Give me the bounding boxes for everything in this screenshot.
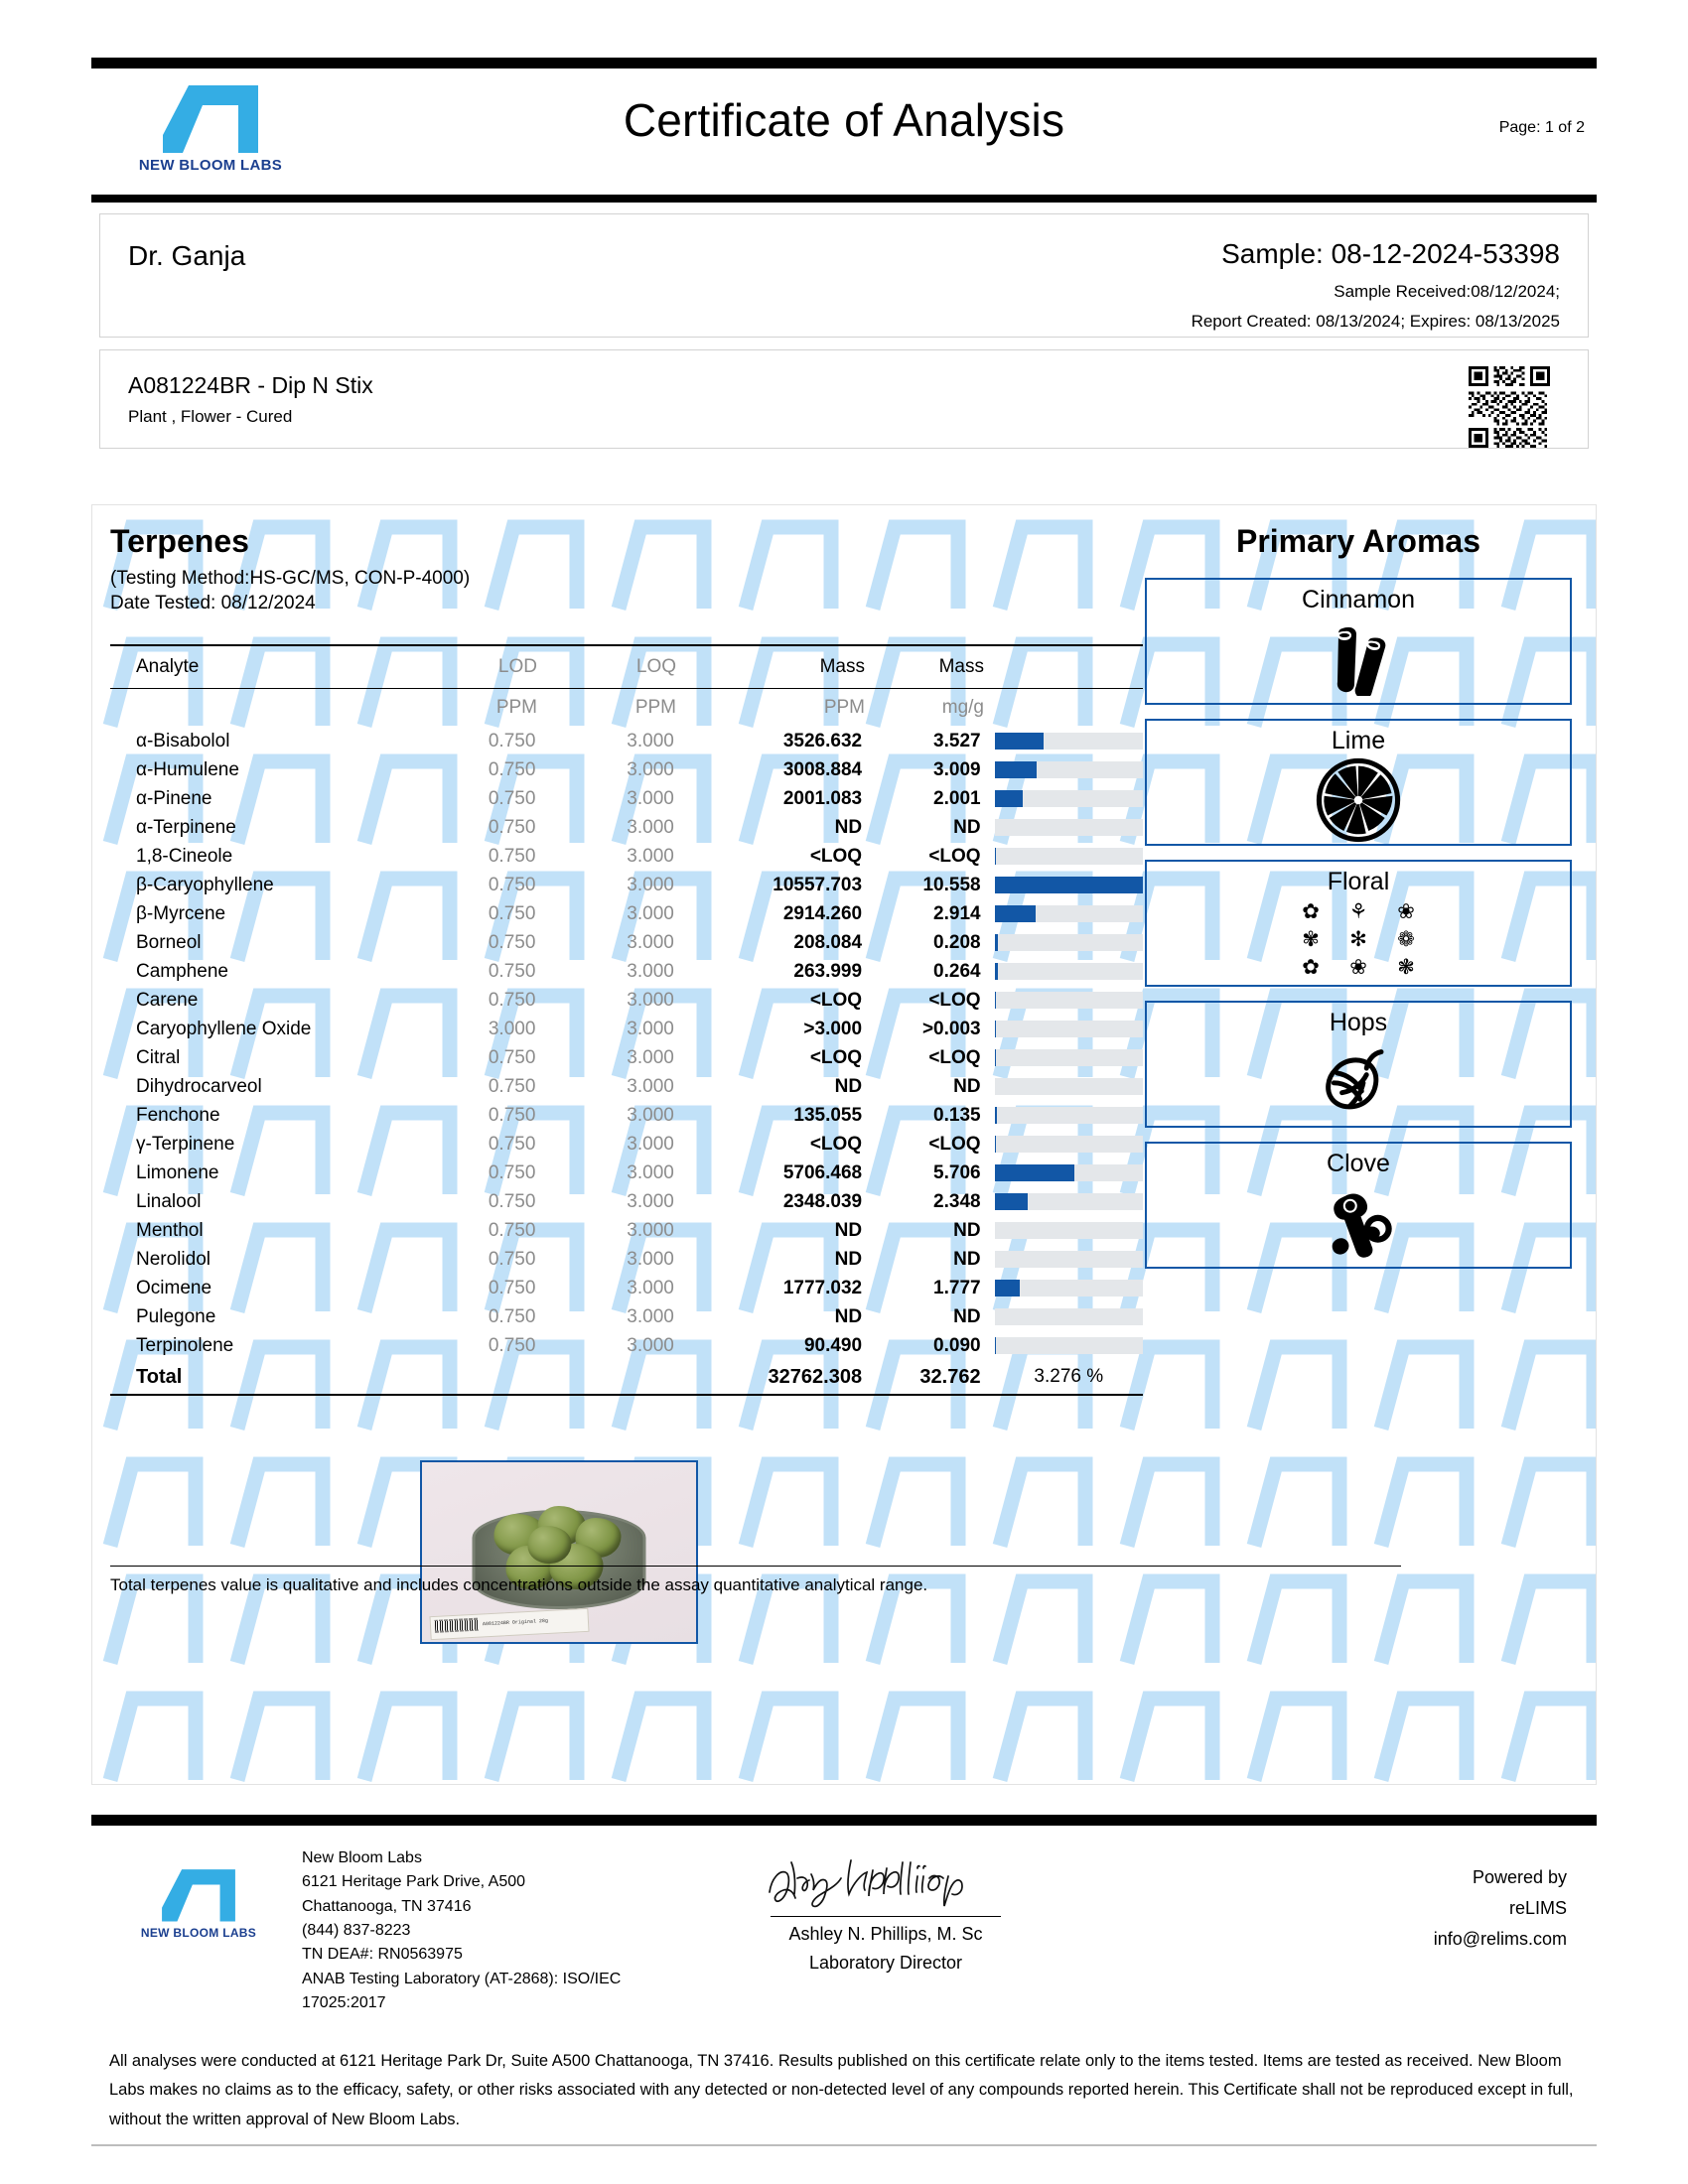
clove-bud-icon — [1147, 1178, 1570, 1267]
cell-loq: 3.000 — [627, 960, 674, 982]
qr-code-icon[interactable] — [1469, 366, 1550, 448]
table-row — [110, 986, 1143, 1015]
cell-mass_mgg: <LOQ — [928, 1133, 981, 1155]
aroma-label-clove: Clove — [1327, 1150, 1390, 1177]
powered-by-label: Powered by — [1472, 1867, 1567, 1887]
signatory-name: Ashley N. Phillips, M. Sc — [788, 1924, 983, 1944]
table-row — [110, 1274, 1143, 1302]
cell-mass_ppm: 2348.039 — [782, 1190, 863, 1212]
date-tested: Date Tested: 08/12/2024 — [110, 593, 316, 614]
cell-bar — [995, 733, 1143, 750]
cell-analyte: β-Caryophyllene — [136, 874, 274, 895]
cell-bar — [995, 992, 1143, 1009]
cell-mass_ppm: 3008.884 — [782, 758, 863, 780]
table-row — [110, 899, 1143, 928]
cell-analyte: Linalool — [136, 1190, 202, 1212]
citrus-slice-icon — [1147, 755, 1570, 844]
cell-analyte: β-Myrcene — [136, 902, 226, 924]
table-row — [110, 1072, 1143, 1101]
cell-loq: 3.000 — [627, 1190, 674, 1212]
cell-loq: 3.000 — [627, 845, 674, 867]
testing-method: (Testing Method:HS-GC/MS, CON-P-4000) — [110, 568, 471, 589]
table-row — [110, 755, 1143, 784]
cell-loq: 3.000 — [627, 1334, 674, 1356]
flower-glyph-0: ✿ — [1302, 900, 1320, 923]
cell-mass_mgg: <LOQ — [928, 1046, 981, 1068]
cell-analyte: Dihydrocarveol — [136, 1075, 262, 1097]
cell-bar — [995, 819, 1143, 836]
aroma-card-clove — [1145, 1142, 1572, 1269]
terpenes-title: Terpenes — [110, 523, 249, 559]
cell-analyte: Menthol — [136, 1219, 204, 1241]
cell-mass_mgg: ND — [953, 1075, 981, 1097]
product-subtitle: Plant , Flower - Cured — [128, 407, 293, 426]
cell-mass_ppm: 2914.260 — [782, 902, 863, 924]
cell-analyte: Nerolidol — [136, 1248, 211, 1270]
cell-bar — [995, 1193, 1143, 1210]
cell-bar — [995, 1136, 1143, 1153]
table-row — [110, 871, 1143, 899]
signature-line — [771, 1916, 1001, 1917]
cell-lod: 0.750 — [488, 1075, 536, 1097]
table-header-row — [110, 646, 1143, 688]
cell-loq: 3.000 — [627, 787, 674, 809]
signature-image — [697, 1844, 1074, 1914]
table-body — [110, 727, 1143, 1360]
cell-lod: 0.750 — [488, 1133, 536, 1155]
sample-tin-image — [473, 1496, 646, 1615]
unit-mass-mgg: mg/g — [941, 697, 984, 718]
new-bloom-labs-logo-icon-footer — [159, 1864, 238, 1922]
cell-analyte: α-Bisabolol — [136, 730, 230, 751]
cell-mass_mgg: ND — [953, 816, 981, 838]
cell-mass_ppm: ND — [834, 1219, 863, 1241]
powered-by-product: reLIMS — [1508, 1897, 1567, 1918]
cell-mass_ppm: <LOQ — [809, 1046, 863, 1068]
cell-mass_ppm: ND — [834, 1305, 863, 1327]
cell-mass_ppm: >3.000 — [803, 1018, 863, 1039]
table-row — [110, 1159, 1143, 1187]
cell-loq: 3.000 — [627, 1219, 674, 1241]
powered-by-email[interactable]: info@relims.com — [1433, 1928, 1567, 1949]
cell-loq: 3.000 — [627, 758, 674, 780]
total-percent: 3.276 % — [1034, 1366, 1104, 1387]
cell-mass_mgg: 2.348 — [933, 1190, 981, 1212]
cell-mass_ppm: 10557.703 — [773, 874, 863, 895]
cell-mass_ppm: 5706.468 — [782, 1161, 863, 1183]
signature-block — [697, 1844, 1074, 1974]
col-header-loq: LOQ — [635, 656, 676, 677]
aroma-card-hops — [1145, 1001, 1572, 1128]
cell-lod: 0.750 — [488, 1248, 536, 1270]
aroma-card-lime — [1145, 719, 1572, 846]
cell-mass_mgg: 3.527 — [933, 730, 981, 751]
cell-mass_ppm: ND — [834, 1075, 863, 1097]
sample-id: Sample: 08-12-2024-53398 — [1221, 238, 1560, 269]
cell-analyte: α-Pinene — [136, 787, 212, 809]
page-indicator: Page: 1 of 2 — [1498, 119, 1585, 136]
cell-mass_mgg: 0.264 — [933, 960, 981, 982]
cell-bar — [995, 934, 1143, 951]
cell-mass_mgg: 3.009 — [933, 758, 981, 780]
cell-mass_ppm: 1777.032 — [782, 1277, 863, 1298]
cell-lod: 0.750 — [488, 730, 536, 751]
cell-analyte: γ-Terpinene — [136, 1133, 235, 1155]
cell-mass_mgg: 2.914 — [933, 902, 981, 924]
table-row — [110, 1216, 1143, 1245]
cell-mass_mgg: >0.003 — [921, 1018, 981, 1039]
primary-aromas — [1145, 523, 1572, 1269]
cell-mass_mgg: 2.001 — [933, 787, 981, 809]
cell-analyte: Caryophyllene Oxide — [136, 1018, 312, 1039]
header-rule-top — [91, 58, 1597, 68]
cell-mass_ppm: ND — [834, 816, 863, 838]
cell-bar — [995, 1107, 1143, 1124]
client-name: Dr. Ganja — [128, 240, 246, 271]
table-row — [110, 1101, 1143, 1130]
cell-mass_ppm: <LOQ — [809, 989, 863, 1011]
cell-bar — [995, 1337, 1143, 1354]
cell-loq: 3.000 — [627, 1104, 674, 1126]
cell-lod: 0.750 — [488, 1046, 536, 1068]
unit-lod: PPM — [495, 697, 537, 718]
cell-loq: 3.000 — [627, 1075, 674, 1097]
cell-mass_ppm: <LOQ — [809, 1133, 863, 1155]
cell-bar — [995, 848, 1143, 865]
cell-mass_mgg: 0.090 — [933, 1334, 981, 1356]
sample-photo — [420, 1460, 698, 1644]
cell-bar — [995, 1164, 1143, 1181]
table-row — [110, 727, 1143, 755]
lab-address-line: 6121 Heritage Park Drive, A500 — [302, 1873, 526, 1891]
cell-analyte: Fenchone — [136, 1104, 220, 1126]
cell-mass_mgg: 5.706 — [933, 1161, 981, 1183]
cell-loq: 3.000 — [627, 989, 674, 1011]
flower-glyph-3: ✾ — [1302, 928, 1320, 951]
table-row — [110, 1043, 1143, 1072]
aroma-card-floral — [1145, 860, 1572, 987]
table-row — [110, 784, 1143, 813]
cell-loq: 3.000 — [627, 931, 674, 953]
page-title: Certificate of Analysis — [623, 94, 1065, 146]
cell-lod: 0.750 — [488, 874, 536, 895]
cell-mass_mgg: <LOQ — [928, 989, 981, 1011]
lab-address-block — [302, 1846, 621, 2015]
lab-address-line: (844) 837-8223 — [302, 1921, 411, 1939]
table-row — [110, 1015, 1143, 1043]
cell-lod: 0.750 — [488, 1277, 536, 1298]
page-header — [91, 71, 1597, 191]
aroma-card-cinnamon — [1145, 578, 1572, 705]
cell-mass_mgg: ND — [953, 1305, 981, 1327]
aroma-label-cinnamon: Cinnamon — [1302, 586, 1415, 614]
sample-received-date: Sample Received:08/12/2024; — [1334, 282, 1560, 301]
table-row — [110, 1245, 1143, 1274]
cell-bar — [995, 1222, 1143, 1239]
results-panel — [91, 504, 1597, 1785]
cell-lod: 0.750 — [488, 1305, 536, 1327]
floral-glyph-grid — [1294, 899, 1423, 981]
cell-loq: 3.000 — [627, 816, 674, 838]
cell-analyte: Camphene — [136, 960, 228, 982]
table-row — [110, 1302, 1143, 1331]
cinnamon-sticks-icon — [1147, 614, 1570, 703]
col-header-lod: LOD — [497, 656, 537, 677]
powered-by-block — [1434, 1862, 1567, 1955]
total-label: Total — [136, 1365, 183, 1388]
flowers-grid-icon — [1147, 896, 1570, 985]
table-total-row — [110, 1360, 1143, 1394]
cell-bar — [995, 905, 1143, 922]
flower-glyph-8: ❃ — [1397, 956, 1415, 979]
lab-address-line: ANAB Testing Laboratory (AT-2868): ISO/IEC — [302, 1970, 622, 1987]
note-divider — [110, 1566, 1401, 1567]
cell-bar — [995, 790, 1143, 807]
flower-glyph-4: ✻ — [1349, 928, 1367, 951]
barcode-icon — [435, 1618, 480, 1633]
cell-loq: 3.000 — [627, 1161, 674, 1183]
cell-mass_ppm: <LOQ — [809, 845, 863, 867]
col-header-analyte: Analyte — [136, 656, 200, 677]
flower-glyph-6: ✿ — [1302, 956, 1320, 979]
cell-bar — [995, 1078, 1143, 1095]
cell-mass_mgg: 0.208 — [933, 931, 981, 953]
cell-loq: 3.000 — [627, 730, 674, 751]
lab-address-line: Chattanooga, TN 37416 — [302, 1897, 472, 1915]
cell-analyte: Limonene — [136, 1161, 219, 1183]
cell-analyte: Carene — [136, 989, 199, 1011]
cell-mass_ppm: 2001.083 — [782, 787, 863, 809]
table-row — [110, 813, 1143, 842]
footer-rule-top — [91, 1815, 1597, 1826]
cell-mass_ppm: ND — [834, 1248, 863, 1270]
cell-analyte: α-Terpinene — [136, 816, 236, 838]
table-units-row — [110, 689, 1143, 727]
cell-mass_ppm: 208.084 — [793, 931, 863, 953]
product-title: A081224BR - Dip N Stix — [128, 372, 373, 398]
flower-glyph-1: ⚘ — [1348, 900, 1368, 923]
cell-lod: 0.750 — [488, 989, 536, 1011]
cell-loq: 3.000 — [627, 874, 674, 895]
aroma-label-lime: Lime — [1331, 727, 1386, 754]
cell-mass_mgg: ND — [953, 1248, 981, 1270]
lab-address-line: New Bloom Labs — [302, 1849, 422, 1866]
cell-lod: 0.750 — [488, 1104, 536, 1126]
cell-analyte: Borneol — [136, 931, 202, 953]
cell-lod: 0.750 — [488, 931, 536, 953]
cell-mass_mgg: <LOQ — [928, 845, 981, 867]
cell-lod: 0.750 — [488, 1161, 536, 1183]
cell-lod: 3.000 — [488, 1018, 536, 1039]
footer-brand-logo — [119, 1864, 278, 1940]
cell-loq: 3.000 — [627, 1046, 674, 1068]
cell-mass_mgg: 0.135 — [933, 1104, 981, 1126]
table-row — [110, 1187, 1143, 1216]
cell-lod: 0.750 — [488, 787, 536, 809]
cell-lod: 0.750 — [488, 816, 536, 838]
cell-bar — [995, 1251, 1143, 1268]
cell-lod: 0.750 — [488, 960, 536, 982]
cell-bar — [995, 1049, 1143, 1066]
cell-loq: 3.000 — [627, 1133, 674, 1155]
cell-lod: 0.750 — [488, 1334, 536, 1356]
cell-bar — [995, 761, 1143, 778]
primary-aromas-title: Primary Aromas — [1235, 523, 1481, 559]
cell-analyte: Terpinolene — [136, 1334, 234, 1356]
terpenes-heading-block — [110, 523, 470, 614]
cell-bar — [995, 963, 1143, 980]
col-header-mass-mgg: Mass — [938, 656, 984, 677]
cell-mass_ppm: 135.055 — [793, 1104, 863, 1126]
sample-info-card — [99, 213, 1589, 338]
cell-loq: 3.000 — [627, 1305, 674, 1327]
cell-lod: 0.750 — [488, 845, 536, 867]
cell-mass_ppm: 3526.632 — [782, 730, 863, 751]
tin-label: A081224BR Original 28g — [429, 1608, 589, 1640]
total-mass-ppm: 32762.308 — [768, 1365, 863, 1388]
cell-mass_mgg: 10.558 — [922, 874, 981, 895]
flower-glyph-2: ❀ — [1397, 900, 1415, 923]
signatory-role: Laboratory Director — [808, 1953, 963, 1973]
col-header-mass-ppm: Mass — [819, 656, 865, 677]
logo-wordmark: NEW BLOOM LABS — [138, 157, 283, 174]
cell-bar — [995, 1021, 1143, 1037]
lab-address-line: TN DEA#: RN0563975 — [302, 1946, 463, 1964]
footer-rule-bottom — [91, 2144, 1597, 2146]
table-rule-bottom — [110, 1394, 1143, 1396]
cell-lod: 0.750 — [488, 1219, 536, 1241]
footer-logo-wordmark: NEW BLOOM LABS — [140, 1926, 257, 1940]
legal-disclaimer: All analyses were conducted at 6121 Heritage Park Dr, Suite A500 Chattanooga, TN 37416. Results published on this certificate relate only to the items tested. Items are tested as received. New Bloom Labs makes no claims as to the efficacy, safety, or other risks associated with any detected or non-detected level of any compounds reported herein. This Certificate shall not be reproduced except in full, without the written approval of New Bloom Labs. — [109, 2052, 1574, 2128]
cell-bar — [995, 877, 1143, 893]
cell-bar — [995, 1280, 1143, 1297]
cell-mass_ppm: 263.999 — [793, 960, 863, 982]
cell-analyte: Pulegone — [136, 1305, 216, 1327]
cell-loq: 3.000 — [627, 1248, 674, 1270]
flower-glyph-7: ❀ — [1349, 956, 1367, 979]
cell-lod: 0.750 — [488, 1190, 536, 1212]
table-row — [110, 1130, 1143, 1159]
product-info-card — [99, 349, 1589, 449]
hop-cone-icon — [1147, 1037, 1570, 1126]
lab-address-line: 17025:2017 — [302, 1993, 386, 2011]
table-row — [110, 957, 1143, 986]
cell-lod: 0.750 — [488, 758, 536, 780]
aroma-label-hops: Hops — [1329, 1009, 1388, 1036]
report-created-date: Report Created: 08/13/2024; Expires: 08/13/2025 — [1191, 312, 1560, 331]
flower-glyph-5: ❁ — [1397, 928, 1415, 951]
total-mass-mgg: 32.762 — [919, 1365, 981, 1388]
table-row — [110, 1331, 1143, 1360]
cell-bar — [995, 1308, 1143, 1325]
cell-loq: 3.000 — [627, 902, 674, 924]
cell-lod: 0.750 — [488, 902, 536, 924]
unit-mass-ppm: PPM — [823, 697, 865, 718]
aroma-label-floral: Floral — [1327, 868, 1390, 895]
terpenes-table — [110, 644, 1143, 1396]
unit-loq: PPM — [634, 697, 676, 718]
cell-analyte: Citral — [136, 1046, 181, 1068]
cell-analyte: 1,8-Cineole — [136, 845, 233, 867]
cell-analyte: α-Humulene — [136, 758, 239, 780]
header-rule-bottom — [91, 195, 1597, 203]
cell-loq: 3.000 — [627, 1018, 674, 1039]
table-row — [110, 928, 1143, 957]
cell-mass_mgg: 1.777 — [933, 1277, 981, 1298]
cell-mass_mgg: ND — [953, 1219, 981, 1241]
cell-mass_ppm: 90.490 — [803, 1334, 863, 1356]
page-footer — [91, 1837, 1597, 2055]
cell-analyte: Ocimene — [136, 1277, 212, 1298]
terpenes-note: Total terpenes value is qualitative and includes concentrations outside the assay quantitative analytical range. — [110, 1575, 928, 1594]
cell-loq: 3.000 — [627, 1277, 674, 1298]
table-row — [110, 842, 1143, 871]
